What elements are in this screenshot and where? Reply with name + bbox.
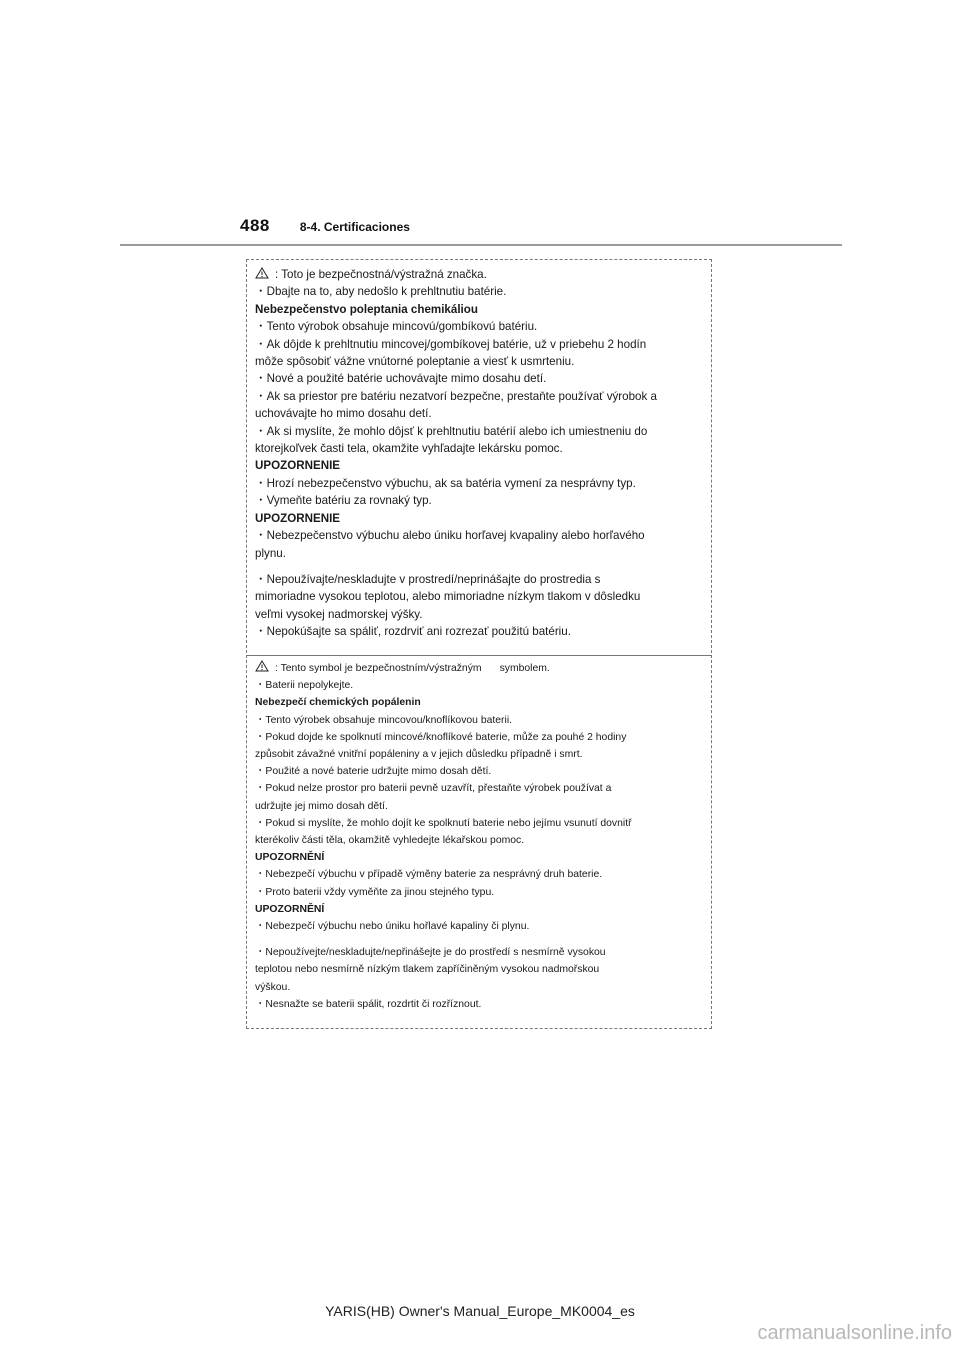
sk-symbol-line: [255, 266, 705, 283]
cz-symbol-line: [255, 660, 705, 677]
certification-box: [246, 259, 712, 1029]
cz-text-line: ・Použité a nové baterie udržujte mimo dosah dětí.: [255, 766, 492, 778]
sk-text-line: ・Tento výrobok obsahuje mincovú/gombíkovú batériu.: [255, 320, 538, 334]
cz-text-line: ・Pokud nelze prostor pro baterii pevně uzavřít, přestaňte výrobek používat a: [255, 783, 612, 795]
page-number: 488: [240, 216, 270, 235]
sk-text-line: mimoriadne vysokou teplotou, alebo mimoriadne nízkym tlakom v dôsledku: [255, 590, 641, 604]
header-rule: [120, 244, 842, 246]
cz-symbol-text-2: symbolem.: [499, 663, 550, 674]
cz-text-line: ・Tento výrobek obsahuje mincovou/knoflíkovou baterii.: [255, 714, 513, 726]
site-watermark: carmanualsonline.info: [757, 1322, 952, 1344]
cz-text-line: způsobit závažné vnitřní popáleniny a v jejich důsledku případně i smrt.: [255, 749, 583, 761]
section-title: 8-4. Certificaciones: [299, 220, 410, 234]
cz-text-line: udržujte jej mimo dosah dětí.: [255, 800, 388, 812]
sk-text-line: ・Hrozí nebezpečenstvo výbuchu, ak sa batéria vymení za nesprávny typ.: [255, 476, 636, 490]
page-header: [240, 216, 410, 236]
sk-text-line: veľmi vysokej nadmorskej výšky.: [255, 607, 423, 621]
paragraph-gap: [255, 935, 705, 944]
cz-text-line: kterékoliv části těla, okamžitě vyhledejte lékařskou pomoc.: [255, 835, 525, 847]
cz-text-line: výškou.: [255, 981, 291, 993]
warning-triangle-icon: [255, 267, 269, 279]
sk-text-line: môže spôsobiť vážne vnútorné poleptanie a viesť k usmrteniu.: [255, 355, 575, 369]
sk-text-line: ・Nové a použité batérie uchovávajte mimo dosahu detí.: [255, 372, 547, 386]
warning-triangle-icon: [255, 660, 269, 672]
slovak-warning-panel: [255, 266, 705, 654]
sk-text-line: ・Vymeňte batériu za rovnaký typ.: [255, 494, 432, 508]
sk-text-line: ・Ak sa priestor pre batériu nezatvorí bezpečne, prestaňte používať výrobok a: [255, 389, 657, 403]
cz-text-line: ・Proto baterii vždy vyměňte za jinou stejného typu.: [255, 886, 495, 898]
cz-text-line: ・Nesnažte se baterii spálit, rozdrtit či rozříznout.: [255, 998, 482, 1010]
sk-symbol-text: : Toto je bezpečnostná/výstražná značka.: [275, 268, 487, 281]
sk-text-line: ・Nepoužívajte/neskladujte v prostredí/neprinášajte do prostredia s: [255, 572, 601, 586]
cz-text-line: ・Pokud dojde ke spolknutí mincové/knoflíkové baterie, může za pouhé 2 hodiny: [255, 731, 627, 743]
sk-text-line: plynu.: [255, 546, 286, 560]
sk-text-line: Nebezpečenstvo poleptania chemikáliou: [255, 302, 478, 316]
sk-text-line: uchovávajte ho mimo dosahu detí.: [255, 407, 432, 421]
cz-symbol-text: : Tento symbol je bezpečnostním/výstražným: [275, 663, 482, 674]
cz-text-line: ・Nebezpečí výbuchu nebo úniku hořlavé kapaliny či plynu.: [255, 921, 530, 933]
sk-text-line: UPOZORNENIE: [255, 511, 341, 525]
cz-text-line: UPOZORNĚNÍ: [255, 903, 325, 915]
cz-text-line: ・Pokud si myslíte, že mohlo dojít ke spolknutí baterie nebo jejímu vsunutí dovnitř: [255, 817, 632, 829]
cz-text-line: UPOZORNĚNÍ: [255, 852, 325, 864]
cz-text-line: Nebezpečí chemických popálenin: [255, 697, 421, 709]
manual-footer: YARIS(HB) Owner's Manual_Europe_MK0004_es: [325, 1303, 635, 1319]
sk-text-line: UPOZORNENIE: [255, 459, 341, 473]
sk-text-lines: [255, 283, 705, 640]
sk-text-line: ・Dbajte na to, aby nedošlo k prehltnutiu batérie.: [255, 285, 507, 299]
sk-text-line: ・Ak dôjde k prehltnutiu mincovej/gombíkovej batérie, už v priebehu 2 hodín: [255, 337, 647, 351]
cz-text-line: ・Baterii nepolykejte.: [255, 680, 354, 692]
cz-text-line: ・Nepoužívejte/neskladujte/nepřinášejte je do prostředí s nesmírně vysokou: [255, 947, 606, 959]
sk-text-line: ktorejkoľvek časti tela, okamžite vyhľadajte lekársku pomoc.: [255, 442, 563, 456]
paragraph-gap: [255, 562, 705, 571]
sk-text-line: ・Ak si myslíte, že mohlo dôjsť k prehltnutiu batérií alebo ich umiestneniu do: [255, 424, 648, 438]
cz-text-lines: [255, 677, 705, 1013]
cz-text-line: ・Nebezpečí výbuchu v případě výměny baterie za nesprávný druh baterie.: [255, 869, 603, 881]
panel-divider: [246, 655, 712, 656]
sk-text-line: ・Nebezpečenstvo výbuchu alebo úniku horľavej kvapaliny alebo horľavého: [255, 529, 645, 543]
czech-warning-panel: [255, 660, 705, 1026]
cz-text-line: teplotou nebo nesmírně nízkým tlakem zapříčiněným vysokou nadmořskou: [255, 964, 600, 976]
sk-text-line: ・Nepokúšajte sa spáliť, rozdrviť ani rozrezať použitú batériu.: [255, 625, 571, 639]
